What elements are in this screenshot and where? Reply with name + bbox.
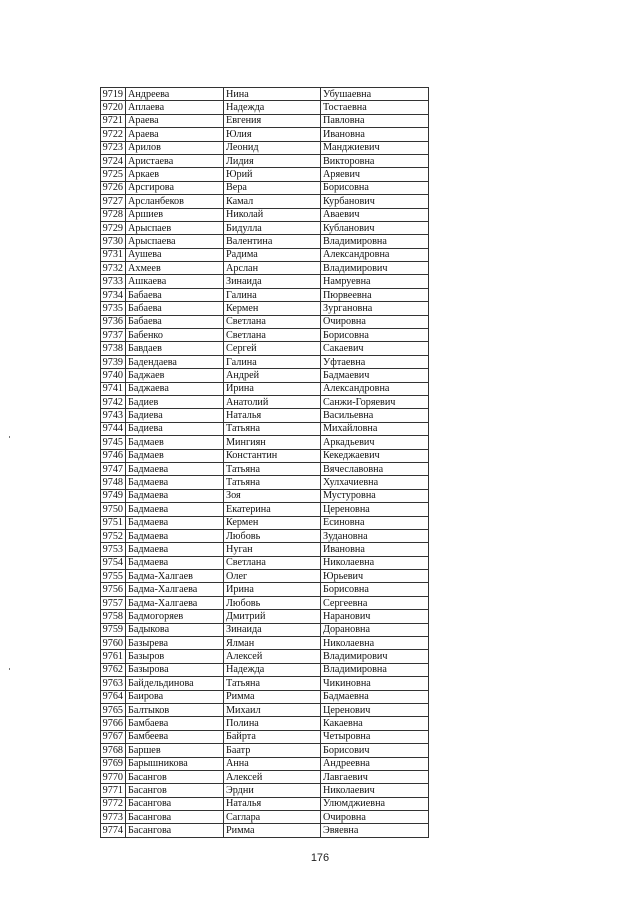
row-number-cell: 9735 — [101, 302, 126, 315]
table-row — [101, 637, 429, 650]
last-name-cell: Ахмеев — [126, 262, 224, 275]
last-name-cell: Бадмаев — [126, 436, 224, 449]
row-number-cell: 9723 — [101, 141, 126, 154]
last-name-cell: Арыспаева — [126, 235, 224, 248]
first-name-cell: Анна — [224, 757, 321, 770]
row-number-cell: 9747 — [101, 462, 126, 475]
first-name-cell: Саглара — [224, 811, 321, 824]
table-row — [101, 409, 429, 422]
first-name-cell: Николай — [224, 208, 321, 221]
patronymic-cell: Сакаевич — [321, 342, 429, 355]
patronymic-cell: Есиновна — [321, 516, 429, 529]
row-number-cell: 9728 — [101, 208, 126, 221]
row-number-cell: 9771 — [101, 784, 126, 797]
row-number-cell: 9740 — [101, 369, 126, 382]
first-name-cell: Галина — [224, 288, 321, 301]
row-number-cell: 9766 — [101, 717, 126, 730]
row-number-cell: 9739 — [101, 355, 126, 368]
row-number-cell: 9725 — [101, 168, 126, 181]
row-number-cell: 9774 — [101, 824, 126, 837]
table-row — [101, 154, 429, 167]
last-name-cell: Балтыков — [126, 703, 224, 716]
row-number-cell: 9769 — [101, 757, 126, 770]
last-name-cell: Бабаева — [126, 315, 224, 328]
table-row — [101, 168, 429, 181]
last-name-cell: Бадмогоряев — [126, 610, 224, 623]
patronymic-cell: Санжи-Горяевич — [321, 395, 429, 408]
row-number-cell: 9759 — [101, 623, 126, 636]
first-name-cell: Сергей — [224, 342, 321, 355]
last-name-cell: Баджаев — [126, 369, 224, 382]
patronymic-cell: Аряевич — [321, 168, 429, 181]
patronymic-cell: Викторовна — [321, 154, 429, 167]
row-number-cell: 9730 — [101, 235, 126, 248]
patronymic-cell: Борисович — [321, 744, 429, 757]
first-name-cell: Евгения — [224, 114, 321, 127]
table-row — [101, 489, 429, 502]
patronymic-cell: Николаевич — [321, 784, 429, 797]
first-name-cell: Зоя — [224, 489, 321, 502]
patronymic-cell: Зургановна — [321, 302, 429, 315]
patronymic-cell: Церенович — [321, 703, 429, 716]
row-number-cell: 9742 — [101, 395, 126, 408]
row-number-cell: 9761 — [101, 650, 126, 663]
patronymic-cell: Лавгаевич — [321, 770, 429, 783]
patronymic-cell: Владимирович — [321, 262, 429, 275]
first-name-cell: Арслан — [224, 262, 321, 275]
last-name-cell: Бадмаева — [126, 476, 224, 489]
last-name-cell: Араева — [126, 114, 224, 127]
table-row — [101, 677, 429, 690]
row-number-cell: 9736 — [101, 315, 126, 328]
table-row — [101, 128, 429, 141]
row-number-cell: 9726 — [101, 181, 126, 194]
row-number-cell: 9738 — [101, 342, 126, 355]
row-number-cell: 9751 — [101, 516, 126, 529]
last-name-cell: Арыспаев — [126, 221, 224, 234]
patronymic-cell: Ивановна — [321, 543, 429, 556]
patronymic-cell: Аваевич — [321, 208, 429, 221]
table-row — [101, 797, 429, 810]
row-number-cell: 9727 — [101, 195, 126, 208]
table-row — [101, 195, 429, 208]
patronymic-cell: Зудановна — [321, 529, 429, 542]
first-name-cell: Лидия — [224, 154, 321, 167]
patronymic-cell: Ивановна — [321, 128, 429, 141]
patronymic-cell: Юрьевич — [321, 570, 429, 583]
last-name-cell: Аршиев — [126, 208, 224, 221]
patronymic-cell: Борисовна — [321, 583, 429, 596]
last-name-cell: Аркаев — [126, 168, 224, 181]
first-name-cell: Татьяна — [224, 476, 321, 489]
row-number-cell: 9744 — [101, 422, 126, 435]
table-row — [101, 744, 429, 757]
patronymic-cell: Васильевна — [321, 409, 429, 422]
patronymic-cell: Очировна — [321, 811, 429, 824]
table-row — [101, 690, 429, 703]
last-name-cell: Бадиев — [126, 395, 224, 408]
row-number-cell: 9768 — [101, 744, 126, 757]
first-name-cell: Ялман — [224, 637, 321, 650]
first-name-cell: Алексей — [224, 650, 321, 663]
table-row — [101, 248, 429, 261]
patronymic-cell: Какаевна — [321, 717, 429, 730]
table-row — [101, 449, 429, 462]
last-name-cell: Ашкаева — [126, 275, 224, 288]
table-row — [101, 570, 429, 583]
patronymic-cell: Уфтаевна — [321, 355, 429, 368]
table-row — [101, 275, 429, 288]
last-name-cell: Барышникова — [126, 757, 224, 770]
patronymic-cell: Курбанович — [321, 195, 429, 208]
table-row — [101, 422, 429, 435]
row-number-cell: 9765 — [101, 703, 126, 716]
row-number-cell: 9720 — [101, 101, 126, 114]
table-row — [101, 516, 429, 529]
last-name-cell: Бадма-Халгаева — [126, 596, 224, 609]
patronymic-cell: Намруевна — [321, 275, 429, 288]
first-name-cell: Светлана — [224, 556, 321, 569]
first-name-cell: Валентина — [224, 235, 321, 248]
first-name-cell: Наталья — [224, 409, 321, 422]
first-name-cell: Юрий — [224, 168, 321, 181]
patronymic-cell: Улюмджиевна — [321, 797, 429, 810]
patronymic-cell: Цереновна — [321, 503, 429, 516]
table-row — [101, 101, 429, 114]
row-number-cell: 9731 — [101, 248, 126, 261]
first-name-cell: Надежда — [224, 663, 321, 676]
table-row — [101, 529, 429, 542]
last-name-cell: Бадиева — [126, 409, 224, 422]
first-name-cell: Бидулла — [224, 221, 321, 234]
table-row — [101, 315, 429, 328]
row-number-cell: 9760 — [101, 637, 126, 650]
first-name-cell: Любовь — [224, 596, 321, 609]
first-name-cell: Константин — [224, 449, 321, 462]
last-name-cell: Басангова — [126, 811, 224, 824]
page-number: 176 — [310, 852, 330, 864]
table-row — [101, 703, 429, 716]
first-name-cell: Олег — [224, 570, 321, 583]
row-number-cell: 9772 — [101, 797, 126, 810]
table-row — [101, 436, 429, 449]
first-name-cell: Любовь — [224, 529, 321, 542]
first-name-cell: Татьяна — [224, 462, 321, 475]
patronymic-cell: Эвяевна — [321, 824, 429, 837]
row-number-cell: 9724 — [101, 154, 126, 167]
patronymic-cell: Борисовна — [321, 329, 429, 342]
first-name-cell: Кермен — [224, 302, 321, 315]
last-name-cell: Басангова — [126, 797, 224, 810]
last-name-cell: Базырова — [126, 663, 224, 676]
table-row — [101, 141, 429, 154]
patronymic-cell: Хулхачиевна — [321, 476, 429, 489]
margin-mark — [9, 668, 10, 670]
first-name-cell: Надежда — [224, 101, 321, 114]
table-row — [101, 302, 429, 315]
table-row — [101, 382, 429, 395]
last-name-cell: Басангов — [126, 784, 224, 797]
first-name-cell: Татьяна — [224, 422, 321, 435]
row-number-cell: 9753 — [101, 543, 126, 556]
patronymic-cell: Манджиевич — [321, 141, 429, 154]
table-row — [101, 181, 429, 194]
patronymic-cell: Михайловна — [321, 422, 429, 435]
row-number-cell: 9743 — [101, 409, 126, 422]
first-name-cell: Ирина — [224, 583, 321, 596]
last-name-cell: Баджаева — [126, 382, 224, 395]
patronymic-cell: Мустуровна — [321, 489, 429, 502]
margin-mark — [9, 436, 10, 438]
table-row — [101, 730, 429, 743]
first-name-cell: Юлия — [224, 128, 321, 141]
table-row — [101, 543, 429, 556]
table-row — [101, 462, 429, 475]
first-name-cell: Зинаида — [224, 623, 321, 636]
table-row — [101, 221, 429, 234]
last-name-cell: Аристаева — [126, 154, 224, 167]
patronymic-cell: Очировна — [321, 315, 429, 328]
patronymic-cell: Николаевна — [321, 556, 429, 569]
last-name-cell: Базыров — [126, 650, 224, 663]
patronymic-cell: Дорановна — [321, 623, 429, 636]
first-name-cell: Мингиян — [224, 436, 321, 449]
row-number-cell: 9722 — [101, 128, 126, 141]
first-name-cell: Татьяна — [224, 677, 321, 690]
table-row — [101, 663, 429, 676]
row-number-cell: 9745 — [101, 436, 126, 449]
table-row — [101, 476, 429, 489]
last-name-cell: Бавдаев — [126, 342, 224, 355]
last-name-cell: Бамбеева — [126, 730, 224, 743]
table-row — [101, 770, 429, 783]
table-row — [101, 342, 429, 355]
table-row — [101, 503, 429, 516]
table-row — [101, 262, 429, 275]
row-number-cell: 9755 — [101, 570, 126, 583]
first-name-cell: Нина — [224, 88, 321, 101]
roster-table — [100, 87, 429, 838]
row-number-cell: 9754 — [101, 556, 126, 569]
first-name-cell: Светлана — [224, 315, 321, 328]
first-name-cell: Анатолий — [224, 395, 321, 408]
row-number-cell: 9734 — [101, 288, 126, 301]
table-row — [101, 610, 429, 623]
patronymic-cell: Аркадьевич — [321, 436, 429, 449]
last-name-cell: Байдельдинова — [126, 677, 224, 690]
table-row — [101, 717, 429, 730]
first-name-cell: Полина — [224, 717, 321, 730]
row-number-cell: 9746 — [101, 449, 126, 462]
last-name-cell: Бадма-Халгаев — [126, 570, 224, 583]
row-number-cell: 9733 — [101, 275, 126, 288]
first-name-cell: Эрдни — [224, 784, 321, 797]
patronymic-cell: Наранович — [321, 610, 429, 623]
table-row — [101, 329, 429, 342]
table-row — [101, 583, 429, 596]
table-row — [101, 784, 429, 797]
patronymic-cell: Вячеславовна — [321, 462, 429, 475]
first-name-cell: Баатр — [224, 744, 321, 757]
table-row — [101, 355, 429, 368]
row-number-cell: 9721 — [101, 114, 126, 127]
table-row — [101, 623, 429, 636]
last-name-cell: Басангова — [126, 824, 224, 837]
patronymic-cell: Тостаевна — [321, 101, 429, 114]
first-name-cell: Кермен — [224, 516, 321, 529]
row-number-cell: 9741 — [101, 382, 126, 395]
table-row — [101, 395, 429, 408]
last-name-cell: Бадмаев — [126, 449, 224, 462]
patronymic-cell: Убушаевна — [321, 88, 429, 101]
first-name-cell: Светлана — [224, 329, 321, 342]
last-name-cell: Бадмаева — [126, 503, 224, 516]
roster-table-body — [101, 88, 429, 838]
first-name-cell: Зинаида — [224, 275, 321, 288]
patronymic-cell: Владимировна — [321, 663, 429, 676]
last-name-cell: Бадыкова — [126, 623, 224, 636]
row-number-cell: 9757 — [101, 596, 126, 609]
patronymic-cell: Владимировна — [321, 235, 429, 248]
first-name-cell: Римма — [224, 824, 321, 837]
row-number-cell: 9770 — [101, 770, 126, 783]
last-name-cell: Бадмаева — [126, 489, 224, 502]
patronymic-cell: Чикиновна — [321, 677, 429, 690]
first-name-cell: Камал — [224, 195, 321, 208]
first-name-cell: Леонид — [224, 141, 321, 154]
row-number-cell: 9773 — [101, 811, 126, 824]
row-number-cell: 9732 — [101, 262, 126, 275]
row-number-cell: 9749 — [101, 489, 126, 502]
roster-sheet — [100, 87, 428, 838]
last-name-cell: Бамбаева — [126, 717, 224, 730]
patronymic-cell: Пюрвеевна — [321, 288, 429, 301]
row-number-cell: 9737 — [101, 329, 126, 342]
row-number-cell: 9756 — [101, 583, 126, 596]
patronymic-cell: Бадмаевна — [321, 690, 429, 703]
last-name-cell: Арсланбеков — [126, 195, 224, 208]
patronymic-cell: Кекеджаевич — [321, 449, 429, 462]
first-name-cell: Вера — [224, 181, 321, 194]
patronymic-cell: Борисовна — [321, 181, 429, 194]
table-row — [101, 556, 429, 569]
patronymic-cell: Владимирович — [321, 650, 429, 663]
table-row — [101, 369, 429, 382]
last-name-cell: Арилов — [126, 141, 224, 154]
first-name-cell: Галина — [224, 355, 321, 368]
table-row — [101, 208, 429, 221]
first-name-cell: Ирина — [224, 382, 321, 395]
last-name-cell: Аушева — [126, 248, 224, 261]
patronymic-cell: Александровна — [321, 382, 429, 395]
patronymic-cell: Бадмаевич — [321, 369, 429, 382]
table-row — [101, 114, 429, 127]
last-name-cell: Баршев — [126, 744, 224, 757]
first-name-cell: Дмитрий — [224, 610, 321, 623]
row-number-cell: 9758 — [101, 610, 126, 623]
patronymic-cell: Николаевна — [321, 637, 429, 650]
patronymic-cell: Александровна — [321, 248, 429, 261]
last-name-cell: Бадмаева — [126, 516, 224, 529]
patronymic-cell: Павловна — [321, 114, 429, 127]
last-name-cell: Бадендаева — [126, 355, 224, 368]
first-name-cell: Наталья — [224, 797, 321, 810]
first-name-cell: Нуган — [224, 543, 321, 556]
last-name-cell: Аплаева — [126, 101, 224, 114]
last-name-cell: Андреева — [126, 88, 224, 101]
first-name-cell: Алексей — [224, 770, 321, 783]
row-number-cell: 9764 — [101, 690, 126, 703]
table-row — [101, 824, 429, 837]
patronymic-cell: Кубланович — [321, 221, 429, 234]
row-number-cell: 9729 — [101, 221, 126, 234]
table-row — [101, 811, 429, 824]
last-name-cell: Бадмаева — [126, 462, 224, 475]
first-name-cell: Римма — [224, 690, 321, 703]
patronymic-cell: Сергеевна — [321, 596, 429, 609]
last-name-cell: Басангов — [126, 770, 224, 783]
row-number-cell: 9767 — [101, 730, 126, 743]
last-name-cell: Бабаева — [126, 302, 224, 315]
first-name-cell: Екатерина — [224, 503, 321, 516]
last-name-cell: Бадиева — [126, 422, 224, 435]
last-name-cell: Арсгирова — [126, 181, 224, 194]
table-row — [101, 288, 429, 301]
table-row — [101, 596, 429, 609]
last-name-cell: Бабенко — [126, 329, 224, 342]
table-row — [101, 650, 429, 663]
table-row — [101, 88, 429, 101]
last-name-cell: Бадмаева — [126, 556, 224, 569]
first-name-cell: Михаил — [224, 703, 321, 716]
row-number-cell: 9719 — [101, 88, 126, 101]
last-name-cell: Бабаева — [126, 288, 224, 301]
patronymic-cell: Андреевна — [321, 757, 429, 770]
last-name-cell: Бадма-Халгаева — [126, 583, 224, 596]
last-name-cell: Баирова — [126, 690, 224, 703]
first-name-cell: Андрей — [224, 369, 321, 382]
row-number-cell: 9762 — [101, 663, 126, 676]
last-name-cell: Бадмаева — [126, 543, 224, 556]
first-name-cell: Радима — [224, 248, 321, 261]
last-name-cell: Араева — [126, 128, 224, 141]
row-number-cell: 9748 — [101, 476, 126, 489]
first-name-cell: Байрта — [224, 730, 321, 743]
last-name-cell: Базырева — [126, 637, 224, 650]
table-row — [101, 757, 429, 770]
table-row — [101, 235, 429, 248]
last-name-cell: Бадмаева — [126, 529, 224, 542]
row-number-cell: 9763 — [101, 677, 126, 690]
row-number-cell: 9750 — [101, 503, 126, 516]
row-number-cell: 9752 — [101, 529, 126, 542]
patronymic-cell: Четыровна — [321, 730, 429, 743]
